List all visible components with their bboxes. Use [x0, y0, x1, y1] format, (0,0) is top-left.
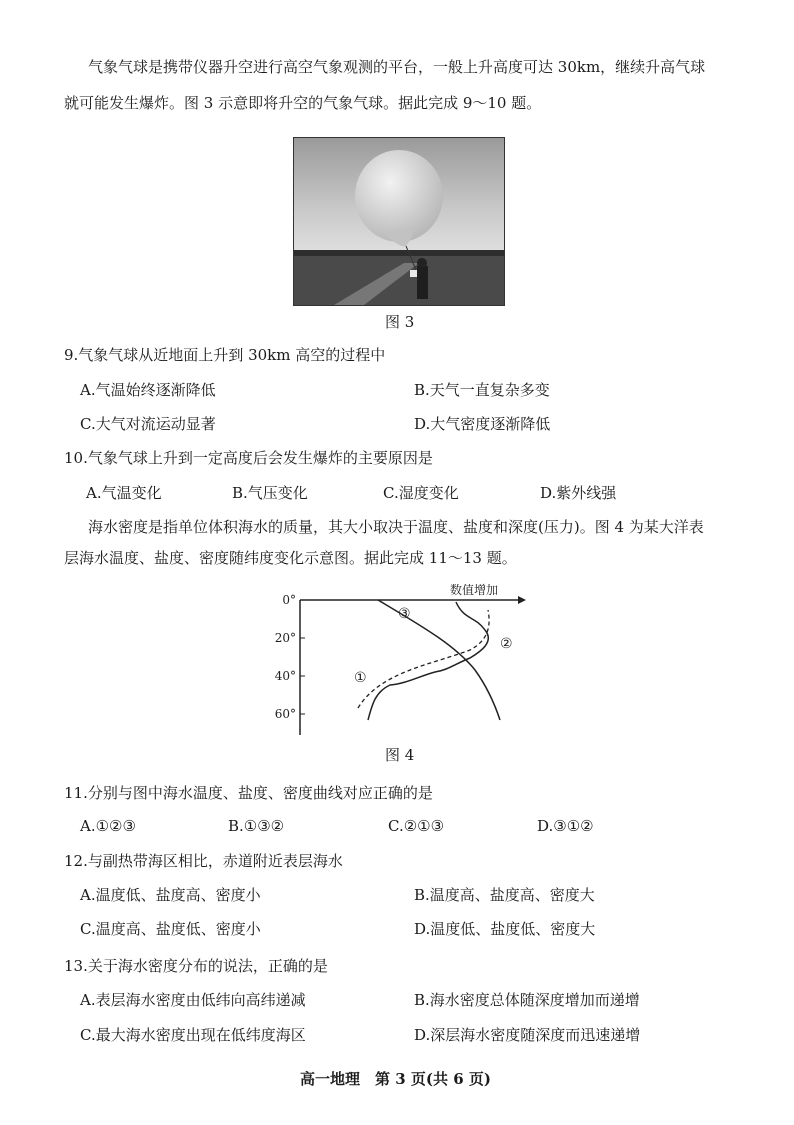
q9-option-d[interactable]: D.大气密度逐渐降低	[414, 415, 551, 433]
intro2-line-2: 层海水温度、盐度、密度随纬度变化示意图。据此完成 11～13 题。	[64, 549, 517, 567]
q11-option-b[interactable]: B.①③②	[228, 817, 285, 835]
q13-option-b[interactable]: B.海水密度总体随深度增加而递增	[414, 991, 640, 1009]
q11-option-a[interactable]: A.①②③	[80, 817, 136, 835]
lat-label-20: 20°	[274, 631, 296, 645]
weather-balloon-photo	[293, 137, 505, 306]
q11-option-c[interactable]: C.②①③	[388, 817, 445, 835]
curve-3-smooth	[378, 600, 500, 720]
axis-label-value-increase: 数值增加	[450, 583, 499, 597]
ocean-properties-diagram	[270, 580, 530, 740]
q12-option-b[interactable]: B.温度高、盐度高、密度大	[414, 886, 595, 904]
q9-option-c[interactable]: C.大气对流运动显著	[80, 415, 216, 433]
q12-option-d[interactable]: D.温度低、盐度低、密度大	[414, 920, 596, 938]
figure-4-caption: 图 4	[385, 746, 415, 764]
question-9-stem: 9.气象气球从近地面上升到 30km 高空的过程中	[64, 346, 386, 364]
figure-3-caption: 图 3	[385, 313, 415, 331]
q13-option-c[interactable]: C.最大海水密度出现在低纬度海区	[80, 1026, 306, 1044]
q10-option-b[interactable]: B.气压变化	[232, 484, 308, 502]
q13-option-a[interactable]: A.表层海水密度由低纬向高纬递减	[80, 991, 306, 1009]
q9-option-a[interactable]: A.气温始终逐渐降低	[80, 381, 216, 399]
curve-label-1: ①	[354, 670, 367, 686]
question-13-stem: 13.关于海水密度分布的说法，正确的是	[64, 957, 328, 975]
curve-2-wavy	[368, 602, 488, 720]
q10-option-c[interactable]: C.湿度变化	[383, 484, 459, 502]
curve-label-2: ②	[500, 636, 513, 652]
q13-option-d[interactable]: D.深层海水密度随深度而迅速递增	[414, 1026, 641, 1044]
q11-option-d[interactable]: D.③①②	[537, 817, 594, 835]
page-footer: 高一地理 第 3 页(共 6 页)	[300, 1070, 491, 1088]
intro2-line-1: 海水密度是指单位体积海水的质量，其大小取决于温度、盐度和深度(压力)。图 4 为某大洋表	[88, 518, 704, 536]
lat-label-40: 40°	[274, 669, 296, 683]
question-11-stem: 11.分别与图中海水温度、盐度、密度曲线对应正确的是	[64, 784, 433, 802]
q12-option-c[interactable]: C.温度高、盐度低、密度小	[80, 920, 261, 938]
question-12-stem: 12.与副热带海区相比，赤道附近表层海水	[64, 852, 343, 870]
q10-option-a[interactable]: A.气温变化	[86, 484, 162, 502]
intro-line-1: 气象气球是携带仪器升空进行高空气象观测的平台，一般上升高度可达 30km，继续升高气球	[88, 58, 706, 76]
intro-line-2: 就可能发生爆炸。图 3 示意即将升空的气象气球。据此完成 9～10 题。	[64, 94, 542, 112]
q9-option-b[interactable]: B.天气一直复杂多变	[414, 381, 550, 399]
q12-option-a[interactable]: A.温度低、盐度高、密度小	[80, 886, 261, 904]
q10-option-d[interactable]: D.紫外线强	[540, 484, 617, 502]
question-10-stem: 10.气象气球上升到一定高度后会发生爆炸的主要原因是	[64, 449, 433, 467]
value-axis-arrow	[518, 596, 526, 604]
lat-label-60: 60°	[274, 707, 296, 721]
curve-label-3: ③	[398, 606, 411, 622]
lat-label-0: 0°	[282, 593, 296, 607]
